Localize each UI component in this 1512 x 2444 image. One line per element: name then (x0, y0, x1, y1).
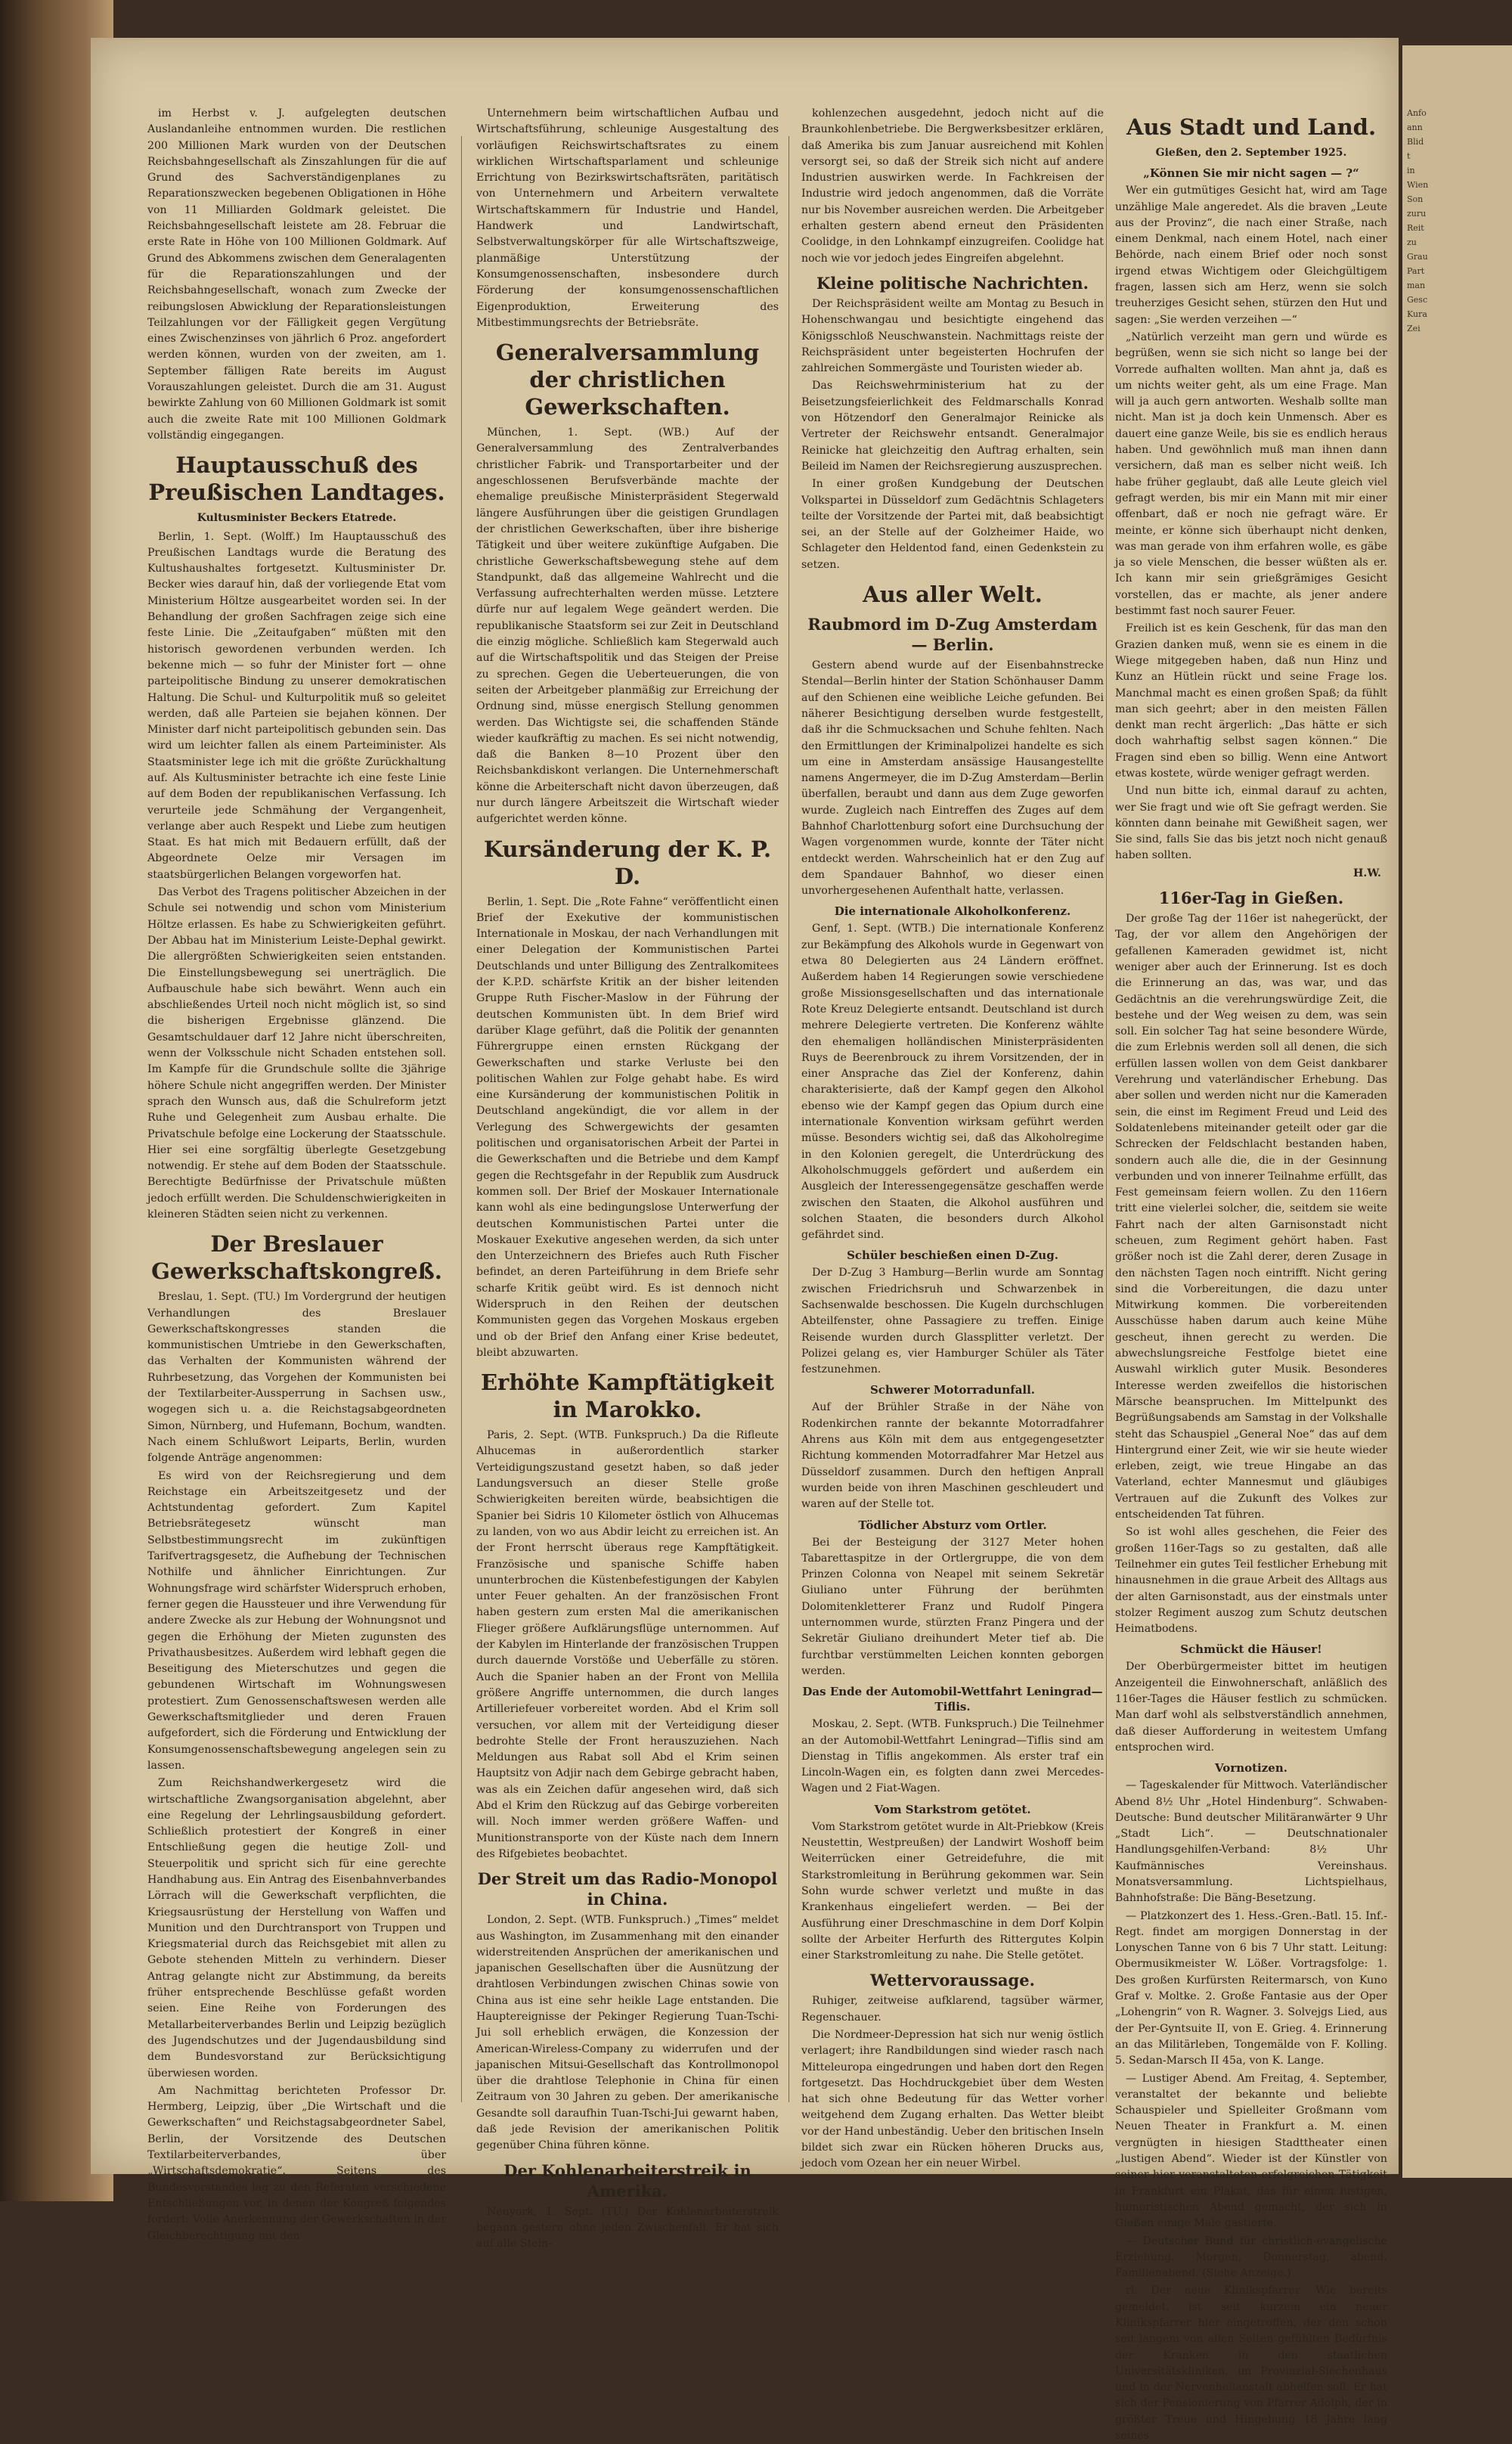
headline: Kursänderung der K. P. D. (483, 836, 772, 889)
headline: Erhöhte Kampftätigkeit in Marokko. (480, 1369, 775, 1423)
section-headline: Aus Stadt und Land. (1126, 114, 1377, 140)
article-text: — Lustiger Abend. Am Freitag, 4. September, veranstaltet der bekannte und beliebte Schauspieler und Spielleiter Großmann vom Neuen Theater in Frankfurt a. M. einen vergnügten in hiesigen Stadttheater einen „lustigen Abend“. Wieder ist der Künstler von seiner hier veranstalteten erfolgreichen Tätigkeit in Frankfurt ein Plakat, das für einen lustigen, humoristischen Abend gemacht, der sich in Gießen einige Male gastierte. (1115, 2072, 1387, 2230)
article-text: — Platzkonzert des 1. Hess.-Gren.-Batl. 15. Inf.-Regt. findet am morgigen Donnerstag in der Lonyschen Tanne von 6 bis 7 Uhr statt. Leitung: Obermusikmeister W. Lößer. Vortragsfolge: 1. Des großen Kurfürsten Reitermarsch, von Kuno Graf v. Moltke. 2. Große Fantasie aus der Oper „Lohengrin“ von R. Wagner. 3. Solvejgs Lied, aus der Per-Gyntsuite II, von E. Grieg. 4. Erinnerung an das Militärleben, Tongemälde von F. Kolling. 5. Sedan-Marsch II 45a, von K. Lange. (1115, 1909, 1387, 2067)
article-text: Neuyork, 1. Sept. (TU.) Der Kohlenarbeiterstreik begann gestern ohne jeden Zwischenfall. Er hat sich auf alle Stein- (476, 2205, 779, 2250)
article-text: Genf, 1. Sept. (WTB.) Die internationale Konferenz zur Bekämpfung des Alkohols wurde in Gegenwart von etwa 80 Delegierten aus 24 Ländern eröffnet. Außerdem haben 14 Regierungen sowie verschiedene große Missionsgesellschaften und das internationale Rote Kreuz Delegierte entsandt. Deutschland ist durch mehrere Delegierte vertreten. Die Konferenz wählte den ehemaligen holländischen Ministerpräsidenten Ruys de Beerenbrouck zu ihrem Vorsitzenden, der in einer Ansprache das Ziel der Konferenz, dahin charakterisierte, daß der Kampf gegen den Alkohol ebenso wie der Kampf gegen das Opium durch eine internationale Konvention wirksam geführt werden müsse. Besonders wichtig sei, daß das Alkoholregime in den Kolonien geregelt, die Unterdrückung des Alkoholschmuggels gefördert und außerdem ein Ausgleich der Interessengegensätze geschaffen werde zwischen den Staaten, die Alkohol ausführen und solchen Staaten, die besonders durch Alkohol gefährdet sind. (801, 923, 1104, 1242)
article-text: Am Nachmittag berichteten Professor Dr. Hermberg, Leipzig, über „Die Wirtschaft und die Gewerkschaften“ und Reichstagsabgeordneter Sabel, Berlin, der Vorsitzende des Deutschen Textilarbeiterverbandes, über „Wirtschaftsdemokratie“. Seitens des Bundesvorstandes lag zu den Referaten verschiedene Entschließungen vor, in denen der Kongreß folgendes fordert: Volle Anerkennung der Gewerkschaften in der Gleichberechtigung mit den (147, 2084, 446, 2242)
headline: Der Breslauer Gewerkschaftskongreß. (151, 1231, 442, 1285)
article-text: kohlenzechen ausgedehnt, jedoch nicht auf die Braunkohlenbetriebe. Die Bergwerksbesitzer erklären, daß Amerika bis zum Januar ausreichend mit Kohlen versorgt sei, so daß der Streik sich nicht auf andere Industrien auswirken werde. In Fachkreisen der Industrie wird jedoch angenommen, daß die Vorräte nur bis November ausreichen werden. Die Arbeitgeber erhalten gestern abend erneut den Präsidenten Coolidge, in den Lohnkampf einzugreifen. Coolidge hat noch wie vor jedoch jedes Eingreifen abgelehnt. (801, 107, 1104, 265)
article-text: — Deutscher Bund für christlich-evangelische Erziehung. Morgen, Donnerstag, abend, Familienabend. (Siehe Anzeige.) (1115, 2235, 1387, 2280)
article-text: Es wird von der Reichsregierung und dem Reichstage ein Arbeitszeitgesetz und der Achtstundentag gefordert. Zum Kapitel Betriebsrätegesetz wünscht man Selbstbestimmungsrecht im zukünftigen Tarifvertragsgesetz, die Aufhebung der Technischen Nothilfe und ähnlicher Einrichtungen. Zur Wohnungsfrage wird schärfster Widerspruch erhoben, ferner gegen die Haussteuer und ihre Verwendung für andere Zwecke als zur Hebung der Wohnungsnot und gegen die Erhöhung der Mieten zugunsten des Privathausbesitzes. Außerdem wird lebhaft gegen die Beseitigung des Mieterschutzes und gegen die gebundenen Wirtschaft im Wohnungswesen protestiert. Zum Genossenschaftswesen werden alle Gewerkschaftsmitglieder und deren Frauen aufgefordert, sich die Förderung und Entwicklung der Konsumgenossenschaftsbewegung angelegen sein zu lassen. (147, 1469, 446, 1772)
subheadline: Kultusminister Beckers Etatrede. (197, 512, 397, 525)
headline: Schwerer Motorradunfall. (869, 1383, 1036, 1397)
headline: „Können Sie mir nicht sagen — ?“ (1143, 166, 1359, 181)
headline: Vom Starkstrom getötet. (874, 1802, 1031, 1816)
article-text: Unternehmern beim wirtschaftlichen Aufbau und Wirtschaftsführung, schleunige Ausgestaltung des vorläufigen Reichswirtschaftsrates zu einem wirklichen Wirtschaftsparlament und schleunige Errichtung von Bezirkswirtschaftsräten, paritätisch von Unternehmern und Arbeitern verwaltete Wirtschaftskammern für Industrie und Handel, Handwerk und Landwirtschaft, Selbstverwaltungskörper für alle Wirtschaftszweige, planmäßige Unterstützung der Konsumgenossenschaften, insbesondere durch Förderung der konsumgenossenschaftlichen Eigenproduktion, Erweiterung des Mitbestimmungsrechts der Betriebsräte. (476, 107, 779, 329)
adjacent-page-fragment: in (1407, 166, 1415, 175)
adjacent-page-fragment: Anfo (1407, 108, 1427, 118)
adjacent-page-fragment: Gesc (1407, 295, 1428, 305)
headline: Die internationale Alkoholkonferenz. (834, 904, 1071, 919)
article-text: Berlin, 1. Sept. (Wolff.) Im Hauptausschuß des Preußischen Landtags wurde die Beratung des Kultushaushaltes fortgesetzt. Kultusminister Dr. Becker wies darauf hin, daß der vorliegende Etat vom Ministerium Höltze ausgearbeitet worden sei. In der Behandlung der großen Sachfragen zeige sich eine feste Linie. Die „Zeitaufgaben“ müßten mit den historisch gewordenen verbunden werden. Ich bekenne mich — so fuhr der Minister fort — ohne parteipolitische Bindung zu unserer demokratischen Haltung. Die Schul- und Kulturpolitik muß so geleitet werden, daß alle Parteien sie bejahen können. Der Minister darf nicht parteipolitisch gebunden sein. Das wird um leichter fallen als einem Parteiminister. Als Staatsminister lege ich mit die größte Zurückhaltung auf. Als Kultusminister betrachte ich eine feste Linie auf dem Boden der republikanischen Verfassung. Ich verurteile jede Schmähung der Vergangenheit, verlange aber auch Respekt und Liebe zum heutigen Staat. Es hat mich mit Bedauern erfüllt, daß der Abgeordnete Oelze mir Versagen im staatsbürgerlichen Belangen vorgeworfen hat. (147, 530, 446, 881)
column-3 (801, 106, 1104, 2170)
article-text: Breslau, 1. Sept. (TU.) Im Vordergrund der heutigen Verhandlungen des Breslauer Gewerkschaftskongresses standen die kommunistischen Umtriebe in den Gewerkschaften, das Verhalten der Kommunisten während der Ruhrbesetzung, das Vorgehen der Kommunisten bei der Textilarbeiter-Aussperrung in Sachsen usw., wogegen sich u. a. die Reichstagsabgeordneten Simon, Nürnberg, und Hufemann, Bochum, wandten. Nach einem Schlußwort Leiparts, Berlin, wurden folgende Anträge angenommen: (147, 1291, 446, 1465)
headline: Kleine politische Nachrichten. (816, 273, 1089, 293)
adjacent-page-fragment: Son (1407, 194, 1424, 204)
article-text: Der große Tag der 116er ist nahegerückt, der Tag, der vor allem den Angehörigen der gefallenen Kameraden gewidmet ist, nicht weniger aber auch der Erinnerung. Ist es doch die Erinnerung an das, was war, und das Gedächtnis an die verehrungswürdige Zeit, die bestehe und der Weg weisen zu dem, was sein soll. Ein solcher Tag hat seine besondere Würde, die zum Erlebnis werden soll all denen, die sich erfüllen lassen wollen von dem Geist dankbarer Verehrung und vaterländischer Erhebung. Das aber sollen und werden nicht nur die Kameraden sein, die einst im Regiment Freud und Leid des Soldatenlebens miteinander geteilt oder gar die Schrecken der Feldschlacht bestanden haben, sondern auch alle die, die in der Gesinnung verbunden und von innerer Teilnahme erfüllt, das Fest gemeinsam feiern wollen. Zu den 116ern tritt eine vielerlei solcher, die, seitdem sie weite Fahrt nach der alten Garnisonstadt nicht scheuen, zum Regiment gehört haben. Fast größer noch ist die Zahl derer, deren Zusage in den nächsten Tagen noch eintrifft. Nicht gering sind die Vorbereitungen, die dazu unter Mitwirkung kommen. Die vorbereitenden Ausschüsse haben darum auch keine Mühe gescheut, ihnen gerecht zu werden. Die abwechslungsreiche Festfolge bietet eine Auswahl wirklich guter Musik. Besonderes Interesse werden zweifellos die historischen Märsche beanspruchen. Im Mittelpunkt des Begrüßungsabends am Samstag in der Volkshalle steht das Schauspiel „General Noe“ das auf dem Hintergrund einer Zeit, wie wir sie heute wieder erleben, zeigt, wie treue Hingabe an das Vaterland, echter Mannesmut und gläubiges Vertrauen auf die Zukunft des Volkes zur entscheidenden Tat führen. (1115, 913, 1387, 1521)
headline: Schüler beschießen einen D-Zug. (847, 1248, 1058, 1263)
article-text: Paris, 2. Sept. (WTB. Funkspruch.) Da die Rifleute Alhucemas in außerordentlich starker Verteidigungszustand gesetzt haben, so daß jeder Landungsversuch an dieser Stelle große Schwierigkeiten bereiten würde, beabsichtigen die Spanier bei Sidris 10 Kilometer östlich von Alhucemas zu landen, von wo aus Abdir leicht zu erreichen ist. An der Front herrscht überaus rege Kampftätigkeit. Französische und spanische Schiffe haben ununterbrochen die Küstenbefestigungen der Kabylen unter Feuer gehalten. An der französischen Front haben gestern zum ersten Mal die amerikanischen Flieger größere Aufklärungsflüge unternommen. Auf der Kabylen im Hinterlande der französischen Truppen durch dauernde Vorstöße und Ueberfälle zu stören. Auch die Spanier haben an der Front von Mellila größere Angriffe unternommen, die durch langes Artilleriefeuer vorbereitet worden. Abd el Krim soll versuchen, vor allem mit der Verteidigung dieser bedrohte Stelle der Front herauszuziehen. Nach Meldungen aus Rabat soll Abd el Krim seinen Hauptsitz von Adjir nach dem Gebirge gebracht haben, was als ein Zeichen dafür angesehen wird, daß sich Abd el Krim den Rückzug auf das Gebirge vorbereiten will. Noch immer werden größere Waffen- und Munitionstransporte von der Küste nach dem Innern des Rifgebietes beobachtet. (476, 1429, 779, 1860)
article-text: Der Oberbürgermeister bittet im heutigen Anzeigenteil die Einwohnerschaft, anläßlich des 116er-Tages die Häuser festlich zu schmücken. Man darf wohl als selbstverständlich annehmen, daß dieser Aufforderung in weitestem Umfang entsprochen wird. (1115, 1661, 1387, 1754)
article-text: So ist wohl alles geschehen, die Feier des großen 116er-Tags so zu gestalten, daß alle Teilnehmer ein gutes Teil festlicher Erhebung mit hinausnehmen in die graue Arbeit des Alltags aus der alten Garnisonstadt, aus der einstmals unter stolzer Regiment auszog zum Schutz deutschen Heimatbodens. (1115, 1526, 1387, 1636)
article-text: Berlin, 1. Sept. Die „Rote Fahne“ veröffentlicht einen Brief der Exekutive der kommunistischen Internationale in Moskau, der nach Verhandlungen mit einer Delegation der Kommunistischen Partei Deutschlands und unter Billigung des Zentralkomitees der K.P.D. schärfste Kritik an der bisher leitenden Gruppe Ruth Fischer-Maslow in der Führung der deutschen Kommunisten übt. In dem Brief wird darüber Klage geführt, daß die Politik der genannten Führergruppe einen ernsten Rückgang der Gewerkschaften und starke Verluste bei den politischen Wahlen zur Folge gehabt habe. Es wird eine Kursänderung der kommunistischen Politik in Deutschland angekündigt, die vor allem in der Verlegung des Schwergewichts der gesamten politischen und organisatorischen Arbeit der Partei in die Gewerkschaften und die Betriebe und dem Kampf gegen die Rechtsgefahr in der Republik zum Ausdruck kommen soll. Der Brief der Moskauer Internationale kann wohl als eine bedingungslose Unterwerfung der deutschen Kommunistischen Partei unter die Moskauer Exekutive angesehen werden, da sich unter den Unterzeichnern des Briefes auch Ruth Fischer befindet, an deren Parteiführung in dem Briefe sehr scharfe Kritik geübt wird. Es ist dennoch nicht Widerspruch in den Reihen der deutschen Kommunisten gegen das Vorgehen Moskaus ergeben und ob der Brief den Anfang einer Krise bedeutet, bleibt abzuwarten. (476, 895, 779, 1359)
adjacent-page-fragment: zuru (1407, 209, 1427, 219)
adjacent-page-fragment: Zei (1407, 324, 1421, 333)
article-text: rl. Der neue Klinikspfarrer. Wie bereits gemeldet, ist seit kurzem ein neuer Klinikspfarrer hier eingetroffen, der den schon seit langem von allen Seiten gefühlten Bedürfnis der Kranken in den staatlichen Universitätskliniken, im Provinzial-Siechenhaus und in der Nervenheilanstalt abhelfen soll. Er hat sich der Pensionierung von Pfarrer Adolph, der in größter Treue und Hingebung 18 Jahre lang seines (1115, 2284, 1387, 2442)
headline: Hauptausschuß des Preußischen Landtages. (148, 452, 445, 506)
column-1 (147, 106, 446, 2242)
article-text: Bei der Besteigung der 3127 Meter hohen Tabarettaspitze in der Ortlergruppe, die von dem Prinzen Colonna von Neapel mit seinem Sekretär Giuliano unter Führung der berühmten Dolomitenkletterer Franz und Rudolf Pingera unternommen wurde, stürzten Franz Pingera und der Sekretär Giuliano dreihundert Meter tief ab. Die furchtbar verstümmelten Leichen konnten geborgen werden. (801, 1536, 1104, 1677)
headline: Raubmord im D-Zug Amsterdam — Berlin. (807, 615, 1098, 655)
author-signature: H.W. (1352, 867, 1381, 879)
headline: Generalversammlung der christlichen Gewerkschaften. (495, 340, 760, 420)
section-headline: Aus aller Welt. (863, 582, 1043, 608)
adjacent-page-fragment: Blid (1407, 137, 1424, 147)
adjacent-page-fragment: zu (1407, 237, 1417, 247)
article-text: London, 2. Sept. (WTB. Funkspruch.) „Times“ meldet aus Washington, im Zusammenhang mit den einander widerstreitenden Ansprüchen der amerikanischen und japanischen Gesellschaften über die Ausnützung der drahtlosen Verbindungen zwischen Chinas sowie von China aus ist eine sehr heikle Lage entstanden. Die Hauptereignisse der Pekinger Regierung Tuan-Tschi-Jui soll erheblich erwägen, die Konzession der American-Wireless-Company zu widerrufen und der japanischen Mitsui-Gesellschaft das Kontrollmonopol über die drahtlose Telephonie in China für einen Zeitraum von 30 Jahren zu geben. Der amerikanische Gesandte soll daraufhin Tuan-Tschi-Jui gewarnt haben, daß jede Revision der amerikanischen Politik gegenüber China führen könne. (476, 1914, 779, 2152)
article-text: Auf der Brühler Straße in der Nähe von Rodenkirchen rannte der bekannte Motorradfahrer Ahrens aus Köln mit dem aus entgegengesetzter Richtung kommenden Motorradfahrer Mar Hetzel aus Düsseldorf zusammen. Durch den heftigen Anprall wurden beide von ihren Maschinen geschleudert und waren auf der Stelle tot. (801, 1401, 1104, 1511)
column-rule (461, 136, 462, 2102)
article-text: Und nun bitte ich, einmal darauf zu achten, wer Sie fragt und wie oft Sie gefragt werden. Sie könnten dann beinahe mit Gewißheit sagen, wer Sie sind, falls Sie das bis jetzt noch nicht genauß haben sollten. (1115, 785, 1387, 862)
headline: Der Streit um das Radio-Monopol in China. (477, 1869, 778, 1909)
article-text: Vom Starkstrom getötet wurde in Alt-Priebkow (Kreis Neustettin, Westpreußen) der Landwirt Woshoff beim Weiterrücken einer Getreidefuhre, die mit Starkstromleitung in Berührung gekommen war. Sein Sohn wurde schwer verletzt und mußte in das Krankenhaus eingeliefert werden. — Bei der Ausführung einer Dreschmaschine in dem Dorf Kolpin sollte der Arbeiter Herfurth des Rittergutes Kolpin einer Starkstromleitung zu nahe. Die Stelle getötet. (801, 1820, 1104, 1962)
adjacent-page-fragment: ann (1407, 123, 1423, 132)
headline: Das Ende der Automobil-Wettfahrt Leningrad—Tiflis. (802, 1685, 1103, 1714)
next-page-edge (1402, 45, 1512, 2178)
article-text: Moskau, 2. Sept. (WTB. Funkspruch.) Die Teilnehmer an der Automobil-Wettfahrt Leningrad—Tiflis sind am Dienstag in Tiflis angekommen. Als erster traf ein Lincoln-Wagen ein, es folgten dann zwei Mercedes-Wagen und 2 Fiat-Wagen. (801, 1718, 1104, 1795)
adjacent-page-fragment: Grau (1407, 252, 1428, 262)
headline: Der Kohlenarbeiterstreik in Amerika. (503, 2160, 751, 2201)
article-text: Ruhiger, zeitweise aufklarend, tagsüber wärmer, Regenschauer. (801, 1995, 1104, 2024)
column-4 (1115, 106, 1387, 2442)
article-text: Das Verbot des Tragens politischer Abzeichen in der Schule sei notwendig und schon vom Ministerium Höltze erlassen. Es habe zu Schwierigkeiten geführt. Der Abbau hat im Ministerium Leiste-Dephal gewirkt. Die allergrößten Schwierigkeiten seien entstanden. Die Einstellungsbewegung sei unerträglich. Die Aufbauschule habe sich bewährt. Wenn auch ein abschließendes Urteil noch nicht möglich ist, so sind die bisherigen Ergebnisse glänzend. Die Gesamtschuldauer darf 12 Jahre nicht überschreiten, wenn der Volksschule nicht Schaden entstehen soll. Im Kampfe für die Grundschule sollte die 3jährige höhere Schule nicht angegriffen werden. Der Minister sprach den Wunsch aus, daß die Schulreform jetzt Ruhe und Gelegenheit zum Ausbau erhalte. Die Privatschule befolge eine Lockerung der Staatsschule. Hier sei eine sorgfältig überlegte Gesetzgebung notwendig. Er stehe auf dem Boden der Staatsschule. Berechtigte Bedürfnisse der Privatschule müßten jedoch erfüllt werden. Die Schuldenschwierigkeiten in kleineren Städten seien nicht zu verkennen. (147, 886, 446, 1220)
article-text: Das Reichswehrministerium hat zu der Beisetzungsfeierlichkeit des Feldmarschalls Konrad von Hötzendorf den Generalmajor Reinicke als Vertreter der Reichswehr entsandt. Generalmajor Reinicke hat gleichzeitig den Auftrag erhalten, sein Beileid im Namen der Reichsregierung auszusprechen. (801, 380, 1104, 473)
adjacent-page-fragment: man (1407, 281, 1426, 290)
column-2 (476, 106, 779, 2250)
article-text: — Tageskalender für Mittwoch. Vaterländischer Abend 8½ Uhr „Hotel Hindenburg“. Schwaben-Deutsche: Bund deutscher Militäranwärter 9 Uhr „Stadt Lich“. — Deutschnationaler Handlungsgehilfen-Verband: 8½ Uhr Kaufmännisches Vereinshaus. Monatsversammlung. Lichtspielhaus, Bahnhofstraße: Die Bäng-Besetzung. (1115, 1779, 1387, 1905)
headline: Schmückt die Häuser! (1180, 1642, 1322, 1657)
article-text: im Herbst v. J. aufgelegten deutschen Auslandanleihe entnommen wurden. Die restlichen 200 Millionen Mark wurden von der Deutschen Reichsbahngesellschaft als Zinszahlungen für die auf Grund des Sachverständigenplanes zu Reparationszwecken begebenen Obligationen in Höhe von 11 Milliarden Goldmark geleistet. Die Reichsbahngesellschaft leistete am 28. Februar die erste Rate in Höhe von 100 Millionen Goldmark. Auf Grund des Abkommens zwischen dem Generalagenten für die Reparationszahlungen und der Reichsbahngesellschaft, wonach zum Zwecke der reibungslosen Abwicklung der Reparationsleistungen Teilzahlungen vor der Fälligkeit gegen Vergütung eines Zwischenzinses von jährlich 6 Proz. angefordert werden können, wurden von der zweiten, am 1. September fälligen Rate bereits im August Vorauszahlungen geleistet. Durch die am 31. August bewirkte Zahlung von 60 Millionen Goldmark ist somit auch die zweite Rate mit 100 Millionen Goldmark vollständig eingegangen. (147, 107, 446, 442)
adjacent-page-fragment: Wien (1407, 180, 1429, 190)
article-text: Gestern abend wurde auf der Eisenbahnstrecke Stendal—Berlin hinter der Station Schönhauser Damm auf den Schienen eine weibliche Leiche gefunden. Bei näherer Besichtigung derselben wurde festgestellt, daß ihr die Schmucksachen und Schuhe fehlten. Nach den Ermittlungen der Kriminalpolizei handelte es sich um eine in Amsterdam ansässige Hausangestellte namens Angermeyer, die im D-Zug Amsterdam—Berlin überfallen, beraubt und dann aus dem Zuge geworfen wurde. Zugleich nach Eintreffen des Zuges auf dem Bahnhof Charlottenburg sofort eine Durchsuchung der Wagen vorgenommen wurde, konnte der Täter nicht entdeckt werden. Wahrscheinlich hat er den Zug auf dem Spandauer Bahnhof, wo dieser einen unvorhergesehenen Aufenthalt hatte, verlassen. (801, 659, 1104, 898)
headline: Tödlicher Absturz vom Ortler. (858, 1518, 1047, 1532)
headline: Wettervoraussage. (870, 1971, 1035, 1990)
dateline: Gießen, den 2. September 1925. (1155, 147, 1347, 159)
article-text: Wer ein gutmütiges Gesicht hat, wird am Tage unzählige Male angeredet. Als die braven „Leute aus der Provinz“, die nach einer Straße, nach einem Denkmal, nach einem Hotel, nach einer Behörde, nach einem Brief oder noch sonst irgend etwas Wichtigem oder Gleichgültigem fragen, lassen sich am Herz, wenn sie solch treuherziges Gesicht sehen, stürzen den Hut und sagen: „Sie werden verzeihen —“ (1115, 185, 1387, 326)
adjacent-page-fragment: t (1407, 151, 1411, 161)
headline: 116er-Tag in Gießen. (1158, 889, 1344, 908)
headline: Vornotizen. (1215, 1761, 1287, 1776)
article-text: Die Nordmeer-Depression hat sich nur wenig östlich verlagert; ihre Randbildungen sind wieder rasch nach Mitteleuropa eingedrungen und haben dort den Regen fortgesetzt. Das Hochdruckgebiet über dem Westen hat sich ohne Bedeutung für das Wetter vorher weitgehend dem Zugang erhalten. Das Wetter bleibt vor der Hand unbeständig. Ueber den britischen Inseln bildet sich zwar ein Rücken höheren Drucks aus, jedoch vom Ozean her ein neuer Wirbel. (801, 2028, 1104, 2170)
adjacent-page-fragment: Kura (1407, 309, 1427, 319)
adjacent-page-fragment: Reit (1407, 223, 1424, 233)
article-text: In einer großen Kundgebung der Deutschen Volkspartei in Düsseldorf zum Gedächtnis Schlageters teilte der Vorsitzende der Partei mit, daß beabsichtigt sei, an der Stelle auf der Golzheimer Haide, wo Schlageter den Heldentod fand, einen Gedenkstein zu setzen. (801, 478, 1104, 571)
adjacent-page-fragment: Part (1407, 266, 1425, 276)
article-text: Zum Reichshandwerkergesetz wird die wirtschaftliche Zwangsorganisation abgelehnt, aber eine Regelung der Lehrlingsausbildung gefordert. Schließlich protestiert der Kongreß in einer Entschließung gegen die heutige Zoll- und Steuerpolitik und spricht sich für eine gerechte Handhabung aus. Ein Antrag des Eisenbahnverbandes Lörrach will die Gewerkschaft verpflichten, die Kriegsausrüstung der Herstellung von Waffen und Munition und den Durchtransport von Truppen und Kriegsmaterial durch das Reichsgebiet mit allen zu Gebote stehenden Mitteln zu verhindern. Dieser Antrag gelangte nicht zur Abstimmung, da bereits früher entsprechende Beschlüsse gefaßt worden seien. Eine Reihe von Forderungen des Metallarbeiterverbandes Berlin und Leipzig bezüglich des Jugendschutzes und der Jugendausbildung sind dem Bundesvorstand zur Berücksichtigung überwiesen worden. (147, 1777, 446, 2080)
article-text: Der D-Zug 3 Hamburg—Berlin wurde am Sonntag zwischen Friedrichsruh und Schwarzenbek in Sachsenwalde beschossen. Die Kugeln durchschlugen Abteilfenster, ohne Passagiere zu treffen. Einige Reisende wurden durch Glassplitter verletzt. Der Polizei gelang es, vier Hamburger Schüler als Täter festzunehmen. (801, 1267, 1104, 1376)
article-text: Freilich ist es kein Geschenk, für das man den Grazien danken muß, wenn sie es einem in die Wiege mitgegeben haben, daß nun Hinz und Kunz an Hütlein rückt und seine Frage los. Manchmal macht es einen großen Spaß; da fühlt man sich geehrt; aber in den meisten Fällen denkt man recht ärgerlich: „Das hätte er sich doch wahrhaftig selbst sagen können.“ Die Fragen sind eben so billig. Wenn eine Antwort etwas kostete, würde weniger gefragt werden. (1115, 622, 1387, 780)
article-text: Der Reichspräsident weilte am Montag zu Besuch in Hohenschwangau und besichtigte eingehend das Königsschloß Neuschwanstein. Nachmittags reiste der Reichspräsident unter begeisterten Hochrufen der zahlreichen Sommergäste und Touristen wieder ab. (801, 297, 1104, 375)
article-text: „Natürlich verzeiht man gern und würde es begrüßen, wenn sie sich nicht so lange bei der Vorrede aufhalten wollten. Man ahnt ja, daß es um nichts weiter geht, als um eine Frage. Man will ja auch gern antworten. Weshalb sollte man nicht. Man ist ja doch kein Unmensch. Aber es dauert eine ganze Weile, bis sie es endlich heraus haben. Und gewöhnlich muß man ihnen dann versichern, daß man es selber nicht weiß. Ich habe früher geglaubt, daß alle Leute gleich viel gefragt werden, bis mir ein Mann mit mir einer offenbart, daß er noch nie gefragt wäre. Er meinte, er könne sich überhaupt nicht denken, was man gerade von ihm erfahren wolle, es gäbe ja so viele Menschen, die besser wüßten als er. Ich kann mir sein grießgrämiges Gesicht vorstellen, das er machte, als jener andere bestimmt fast noch saurer Feuer. (1115, 330, 1387, 618)
article-text: München, 1. Sept. (WB.) Auf der Generalversammlung des Zentralverbandes christlicher Fabrik- und Transportarbeiter und der angeschlossenen Berufsverbände machte der ehemalige preußische Ministerpräsident Stegerwald längere Ausführungen über die geistigen Grundlagen der christlichen Gewerkschaften, über ihre bisherige Tätigkeit und über weitere zukünftige Aufgaben. Die christliche Gewerkschaftsbewegung stehe auf dem Standpunkt, daß das allgemeine Wahlrecht und die Verfassung aufrechterhalten werden müsse. Letztere dürfe nur auf legalem Wege geändert werden. Die republikanische Staatsform sei zur Zeit in Deutschland die einzig mögliche. Schließlich kam Stegerwald auch auf die Wirtschaftspolitik und das Steigen der Preise zu sprechen. Gegen die Ueberteuerungen, die von seiten der Arbeitgeber planmäßig zur Erreichung der Ordnung sind, müsse energisch Stellung genommen werden. Das Wichtigste sei, die schaffenden Stände wieder kaufkräftig zu machen. Es sei nicht notwendig, daß die Banken 8—10 Prozent über den Reichsbankdiskont verlangen. Die Unternehmerschaft könne die Arbeiterschaft nicht davon überzeugen, daß nur durch längere Arbeitszeit die Wirtschaft wieder aufgerichtet werden könne. (476, 426, 779, 826)
column-rule (1106, 136, 1107, 2102)
